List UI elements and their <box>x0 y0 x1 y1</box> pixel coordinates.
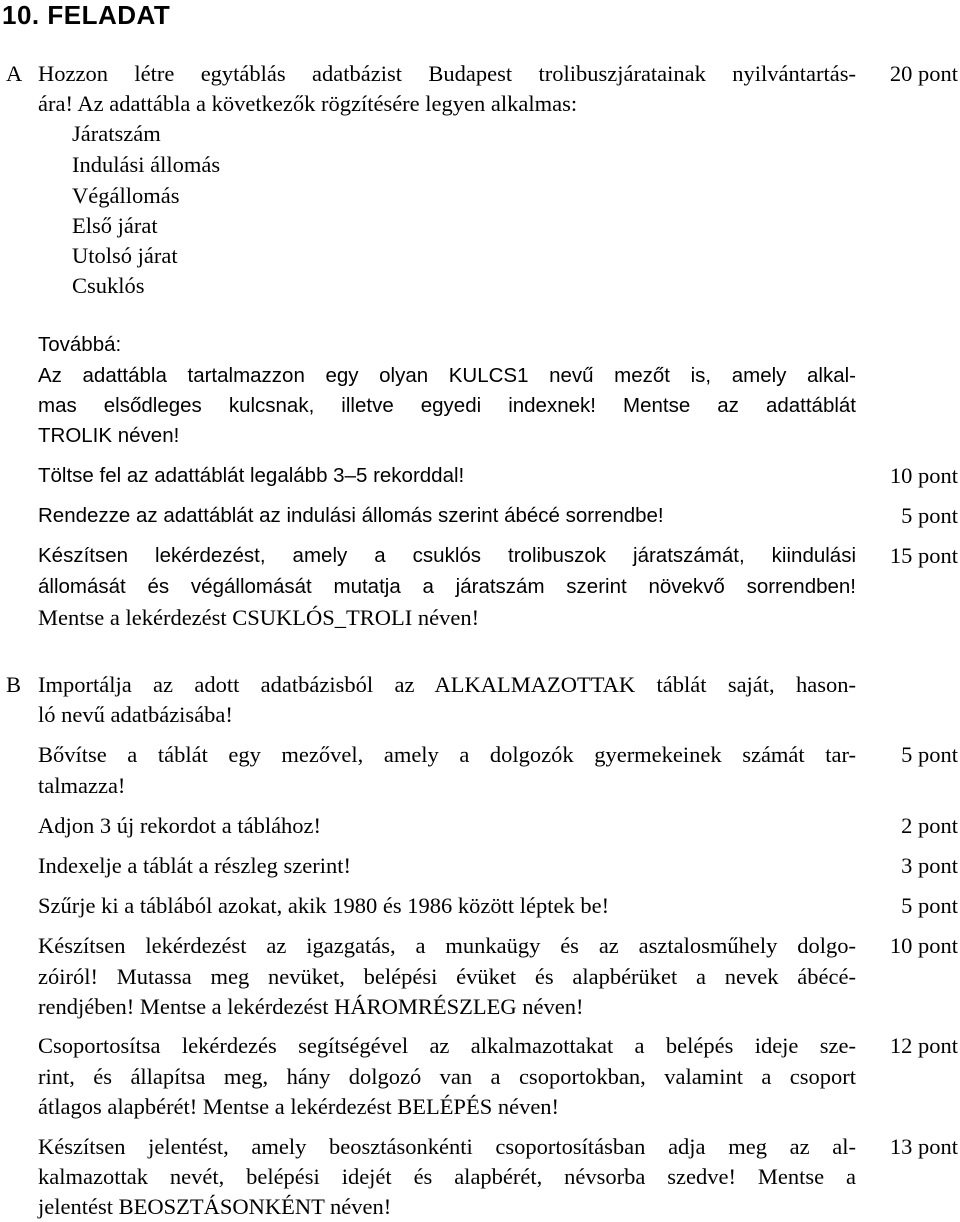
text-line: TROLIK néven! <box>38 424 180 447</box>
text-line: talmazza! <box>38 773 126 798</box>
text-line: Mentse a lekérdezést CSUKLÓS_TROLI néven! <box>38 605 480 630</box>
text-line: Importálja az adott adatbázisból az ALKALMAZOTTAK táblát saját, hason- <box>38 672 856 697</box>
field-list-item: Utolsó járat <box>72 243 178 268</box>
text-line: Töltse fel az adattáblát legalább 3–5 rekorddal! <box>38 464 465 487</box>
points-label: 5 pont <box>901 893 958 918</box>
field-list-item: Csuklós <box>72 273 145 298</box>
points-label: 5 pont <box>901 742 958 767</box>
text-line: Az adattábla tartalmazzon egy olyan KULCS1 nevű mezőt is, amely alkal- <box>38 364 856 387</box>
text-line: mas elsődleges kulcsnak, illetve egyedi indexnek! Mentse az adattáblát <box>38 394 856 417</box>
text-line: Csoportosítsa lekérdezés segítségével az alkalmazottakat a belépés ideje sze- <box>38 1033 856 1058</box>
text-line: rint, és állapítsa meg, hány dolgozó van a csoportokban, valamint a csoport <box>38 1064 856 1089</box>
text-line: állomását és végállomását mutatja a járatszám szerint növekvő sorrendben! <box>38 575 856 598</box>
text-line: ló nevű adatbázisába! <box>38 702 233 727</box>
text-line: Készítsen lekérdezést az igazgatás, a munkaügy és az asztalosműhely dolgo- <box>38 933 856 958</box>
points-label: 13 pont <box>889 1134 958 1159</box>
text-line: jelentést BEOSZTÁSONKÉNT néven! <box>38 1194 392 1219</box>
field-list-item: Indulási állomás <box>72 152 221 177</box>
page-title: 10. FELADAT <box>2 0 171 30</box>
text-line: Készítsen lekérdezést, amely a csuklós trolibuszok járatszámát, kiindulási <box>38 544 856 567</box>
text-line: Adjon 3 új rekordot a táblához! <box>38 813 322 838</box>
text-line: kalmazottak nevét, belépési idejét és alapbérét, névsorba szedve! Mentse a <box>38 1164 856 1189</box>
points-label: 10 pont <box>889 933 958 958</box>
points-label: 5 pont <box>901 503 958 528</box>
text-line: ára! Az adattábla a következők rögzítésére legyen alkalmas: <box>38 91 578 116</box>
points-label: 10 pont <box>889 463 958 488</box>
field-list-item: Járatszám <box>72 121 161 146</box>
section-letter-b: B <box>6 672 22 697</box>
points-label: 3 pont <box>901 853 958 878</box>
text-line: Rendezze az adattáblát az indulási állomás szerint ábécé sorrendbe! <box>38 504 664 527</box>
text-line: Készítsen jelentést, amely beosztásonkénti csoportosításban adja meg az al- <box>38 1134 856 1159</box>
text-line: átlagos alapbérét! Mentse a lekérdezést BELÉPÉS néven! <box>38 1094 560 1119</box>
text-line: Bővítse a táblát egy mezővel, amely a dolgozók gyermekeinek számát tar- <box>38 742 856 767</box>
text-line: rendjében! Mentse a lekérdezést HÁROMRÉSZLEG néven! <box>38 994 584 1019</box>
points-label: 2 pont <box>901 813 958 838</box>
field-list-item: Végállomás <box>72 183 180 208</box>
text-line: Továbbá: <box>38 333 122 356</box>
points-label: 15 pont <box>889 543 958 568</box>
text-line: Hozzon létre egytáblás adatbázist Budapest trolibuszjáratainak nyilvántartás- <box>38 61 856 86</box>
text-line: Indexelje a táblát a részleg szerint! <box>38 853 351 878</box>
points-label: 20 pont <box>889 61 958 86</box>
text-line: zóiról! Mutassa meg nevüket, belépési évüket és alapbérüket a nevek ábécé- <box>38 964 856 989</box>
text-line: Szűrje ki a táblából azokat, akik 1980 és 1986 között léptek be! <box>38 893 610 918</box>
section-letter-a: A <box>6 61 23 86</box>
field-list-item: Első járat <box>72 213 158 238</box>
points-label: 12 pont <box>889 1033 958 1058</box>
